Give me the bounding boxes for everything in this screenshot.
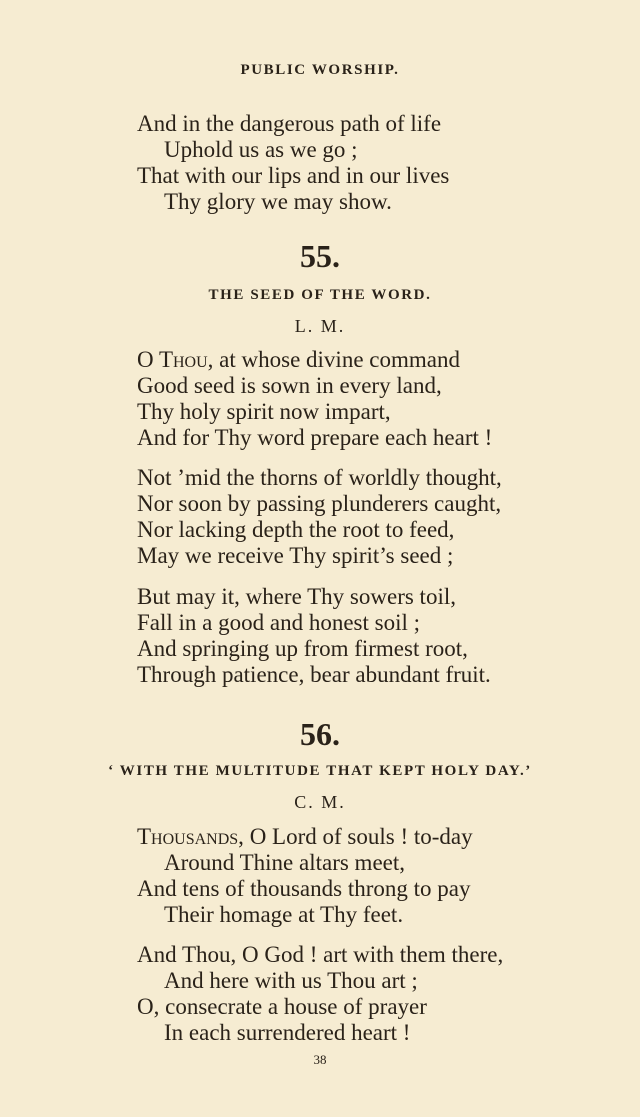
verse-line: And here with us Thou art ; xyxy=(164,968,418,993)
verse-line: Good seed is sown in every land, xyxy=(137,373,442,398)
hymn-meter: C. M. xyxy=(294,792,346,812)
running-head: PUBLIC WORSHIP. xyxy=(240,62,400,78)
hymn-meter: L. M. xyxy=(294,316,346,336)
line-rest: O Lord of souls ! to-day xyxy=(243,824,473,849)
hymn-title: ‘ WITH THE MULTITUDE THAT KEPT HOLY DAY.’ xyxy=(108,763,532,779)
verse-line: That with our lips and in our lives xyxy=(137,163,450,188)
verse-line: And Thou, O God ! art with them there, xyxy=(137,942,504,967)
first-word: Thousands, xyxy=(137,824,244,849)
verse-line: May we receive Thy spirit’s seed ; xyxy=(137,543,454,568)
verse-line: Thy holy spirit now impart, xyxy=(137,399,391,424)
verse-line: Around Thine altars meet, xyxy=(164,850,406,875)
verse-line: Not ’mid the thorns of worldly thought, xyxy=(137,465,502,490)
verse-line xyxy=(137,347,460,373)
verse-line: Their homage at Thy feet. xyxy=(164,902,404,927)
verse-line: And springing up from firmest root, xyxy=(137,636,468,661)
hymn-number: 56. xyxy=(300,716,340,752)
verse-line: Nor soon by passing plunderers caught, xyxy=(137,491,502,516)
verse-line: And tens of thousands throng to pay xyxy=(137,876,471,901)
hymn-title: THE SEED OF THE WORD. xyxy=(208,287,432,303)
verse-line: And in the dangerous path of life xyxy=(137,111,442,136)
verse-line: But may it, where Thy sowers toil, xyxy=(137,584,456,609)
verse-line: Nor lacking depth the root to feed, xyxy=(137,517,455,542)
verse-line: And for Thy word prepare each heart ! xyxy=(137,425,493,450)
verse-line: Through patience, bear abundant fruit. xyxy=(137,662,491,687)
verse-line: Fall in a good and honest soil ; xyxy=(137,610,421,635)
verse-line: O, consecrate a house of prayer xyxy=(137,994,427,1019)
verse-line: Thy glory we may show. xyxy=(164,189,392,214)
verse-line xyxy=(137,824,473,850)
hymn-number: 55. xyxy=(300,238,340,274)
verse-line: In each surrendered heart ! xyxy=(164,1020,411,1045)
first-word: O Thou, xyxy=(137,347,214,372)
page-number: 38 xyxy=(313,1052,327,1067)
line-rest: at whose divine command xyxy=(213,347,460,372)
verse-line: Uphold us as we go ; xyxy=(164,137,358,162)
